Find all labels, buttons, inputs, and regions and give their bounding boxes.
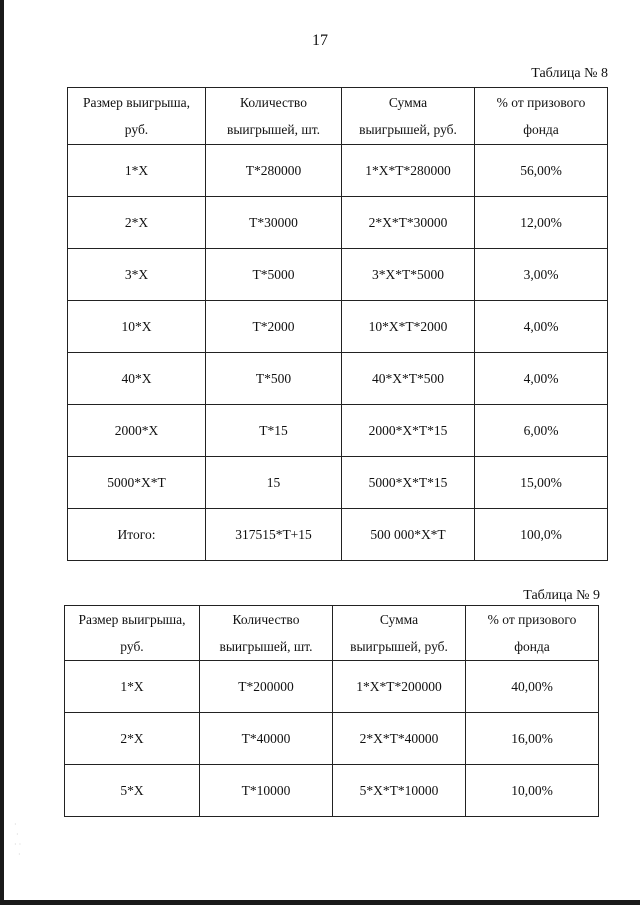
- table-row: [65, 713, 599, 765]
- table-cell: 3,00%: [475, 249, 608, 301]
- table-cell: 15: [206, 457, 342, 509]
- table-cell: 4,00%: [475, 353, 608, 405]
- table8-header-quantity: Количество выигрышей, шт.: [206, 88, 342, 145]
- table-cell: 6,00%: [475, 405, 608, 457]
- table-cell: 500 000*X*T: [342, 509, 475, 561]
- table-cell: 1*X: [68, 145, 206, 197]
- table-cell: 5*X*T*10000: [333, 765, 466, 817]
- table-cell: T*280000: [206, 145, 342, 197]
- table8-total-row: [68, 509, 608, 561]
- table-cell: 2000*X*T*15: [342, 405, 475, 457]
- table8: [67, 87, 608, 561]
- table-cell: 2*X*T*30000: [342, 197, 475, 249]
- table-cell: 10*X: [68, 301, 206, 353]
- table-cell: T*40000: [200, 713, 333, 765]
- table-cell: T*2000: [206, 301, 342, 353]
- table8-header-sum: Сумма выигрышей, руб.: [342, 88, 475, 145]
- table9: [64, 605, 599, 817]
- table8-caption: Таблица № 8: [531, 66, 608, 81]
- table-cell: 15,00%: [475, 457, 608, 509]
- table-cell: 10,00%: [466, 765, 599, 817]
- table-cell: 40,00%: [466, 661, 599, 713]
- table-cell: 5000*X*T*15: [342, 457, 475, 509]
- table-cell: 1*X: [65, 661, 200, 713]
- table9-header-quantity: Количество выигрышей, шт.: [200, 606, 333, 661]
- table-cell: Итого:: [68, 509, 206, 561]
- page-number: 17: [312, 32, 328, 49]
- table-cell: T*5000: [206, 249, 342, 301]
- table-cell: 10*X*T*2000: [342, 301, 475, 353]
- table-cell: 2*X*T*40000: [333, 713, 466, 765]
- table-cell: 56,00%: [475, 145, 608, 197]
- scan-left-edge: [0, 0, 4, 905]
- table-cell: 2*X: [65, 713, 200, 765]
- table-cell: 2*X: [68, 197, 206, 249]
- table-cell: 40*X*T*500: [342, 353, 475, 405]
- table-row: [68, 405, 608, 457]
- table-cell: 2000*X: [68, 405, 206, 457]
- table8-header-prize-size: Размер выигрыша, руб.: [68, 88, 206, 145]
- table-cell: 5*X: [65, 765, 200, 817]
- scan-noise-mark: · · · · ·: [14, 820, 22, 859]
- table9-header-percent: % от призового фонда: [466, 606, 599, 661]
- table-cell: 100,0%: [475, 509, 608, 561]
- table8-header-row: [68, 88, 608, 145]
- table-row: [68, 145, 608, 197]
- table-row: [68, 457, 608, 509]
- table-cell: 1*X*T*280000: [342, 145, 475, 197]
- table-cell: 5000*X*T: [68, 457, 206, 509]
- table-cell: 3*X: [68, 249, 206, 301]
- table-row: [65, 765, 599, 817]
- table9-header-row: [65, 606, 599, 661]
- table9-header-prize-size: Размер выигрыша, руб.: [65, 606, 200, 661]
- table-row: [65, 661, 599, 713]
- table-row: [68, 197, 608, 249]
- table-row: [68, 249, 608, 301]
- scan-bottom-edge: [0, 900, 640, 905]
- table-cell: 3*X*T*5000: [342, 249, 475, 301]
- table-cell: 16,00%: [466, 713, 599, 765]
- table-cell: T*200000: [200, 661, 333, 713]
- table-cell: T*30000: [206, 197, 342, 249]
- table-cell: 4,00%: [475, 301, 608, 353]
- table-cell: 1*X*T*200000: [333, 661, 466, 713]
- table-cell: 12,00%: [475, 197, 608, 249]
- table8-header-percent: % от призового фонда: [475, 88, 608, 145]
- table-cell: T*10000: [200, 765, 333, 817]
- table-row: [68, 301, 608, 353]
- table-cell: T*500: [206, 353, 342, 405]
- table9-header-sum: Сумма выигрышей, руб.: [333, 606, 466, 661]
- table-row: [68, 353, 608, 405]
- table-cell: T*15: [206, 405, 342, 457]
- table9-caption: Таблица № 9: [523, 588, 600, 603]
- table-cell: 40*X: [68, 353, 206, 405]
- table-cell: 317515*T+15: [206, 509, 342, 561]
